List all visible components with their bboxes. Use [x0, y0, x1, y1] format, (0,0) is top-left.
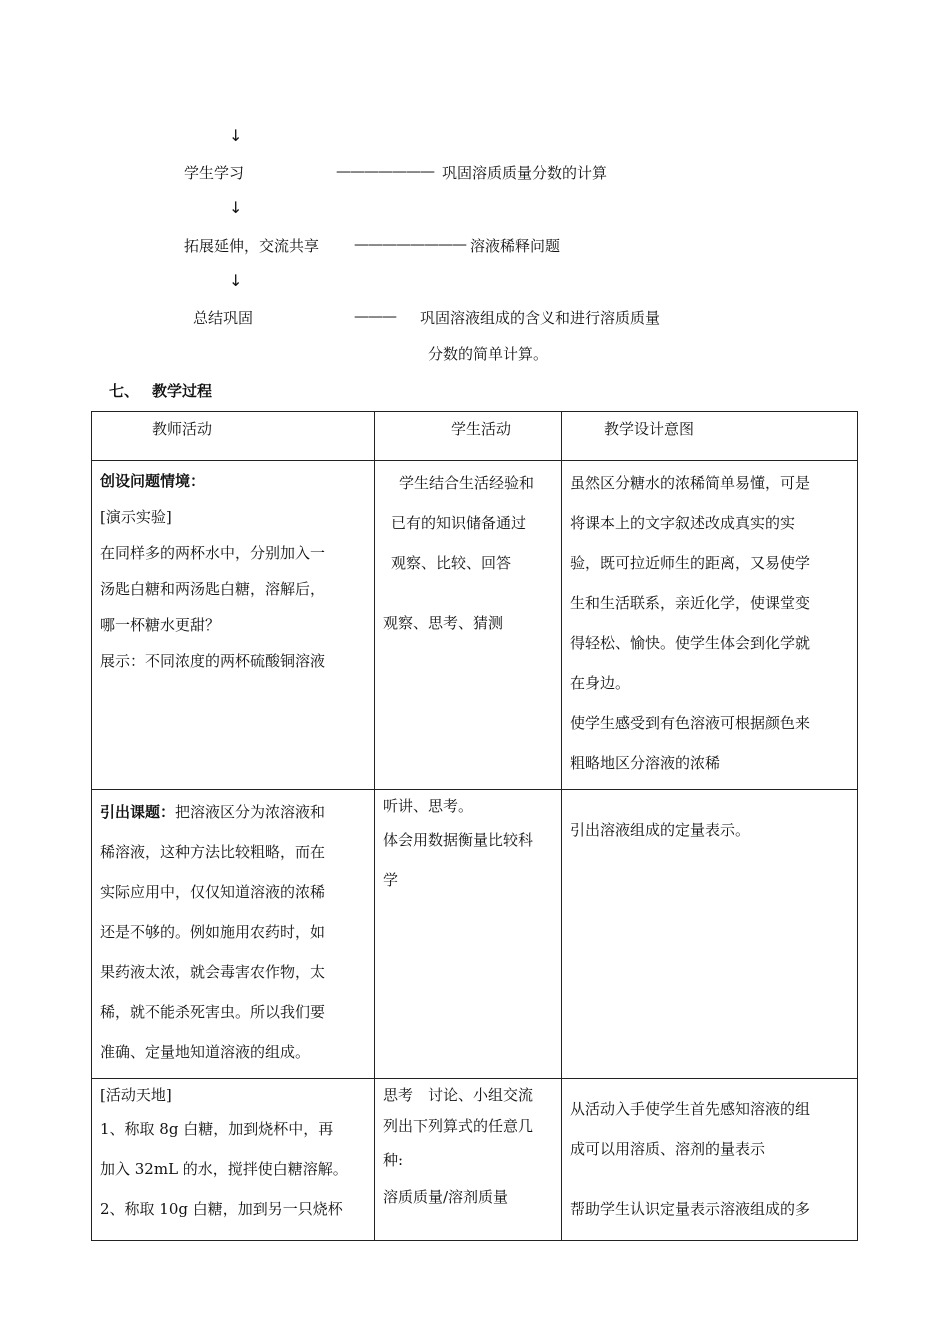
- flow-dash: ———: [354, 307, 396, 325]
- flow-arrow: ↓: [229, 198, 243, 217]
- text-line: 实际应用中，仅仅知道溶液的浓稀: [100, 883, 326, 901]
- activity-heading: [活动天地]: [100, 1086, 172, 1104]
- text-line: 果药液太浓，就会毒害农作物，太: [100, 963, 326, 981]
- text-line: 思考 讨论、小组交流: [383, 1086, 534, 1104]
- flow-step-label: 学生学习: [184, 164, 245, 182]
- section-title: 教学过程: [152, 382, 213, 400]
- table-row: [92, 1079, 858, 1241]
- student-activity-cell: [375, 790, 561, 906]
- teacher-activity-cell: [92, 461, 374, 685]
- text-line: 在同样多的两杯水中，分别加入一: [100, 544, 326, 562]
- design-intent-cell: [562, 461, 857, 789]
- flow-step-label: 总结巩固: [193, 309, 254, 327]
- text-line: 听讲、思考。: [383, 797, 474, 815]
- text-line: 验，既可拉近师生的距离，又易使学: [570, 554, 811, 572]
- teacher-activity-cell: [92, 1079, 374, 1235]
- text-fragment: 把溶液区分为浓溶液和: [175, 803, 326, 821]
- text-line: 稀，就不能杀死害虫。所以我们要: [100, 1003, 326, 1021]
- text-line: [演示实验]: [100, 508, 172, 526]
- text-line: 使学生感受到有色溶液可根据颜色来: [570, 714, 811, 732]
- design-intent-cell: [562, 790, 857, 856]
- text-line: 观察、比较、回答: [391, 554, 512, 572]
- activity-heading: 引出课题：: [100, 803, 176, 821]
- text-line: 汤匙白糖和两汤匙白糖，溶解后，: [100, 580, 326, 598]
- flow-dash: ————————: [354, 235, 466, 253]
- table-row: [92, 790, 858, 1079]
- text-line: 体会用数据衡量比较科: [383, 831, 534, 849]
- text-line: 从活动入手使学生首先感知溶液的组: [570, 1100, 811, 1118]
- activity-heading: 创设问题情境：: [100, 472, 206, 490]
- table-row: [92, 461, 858, 790]
- flow-arrow: ↓: [229, 126, 243, 145]
- flow-step-desc: 巩固溶质质量分数的计算: [442, 164, 608, 182]
- flow-step-label: 拓展延伸，交流共享: [184, 237, 320, 255]
- flow-step-desc: 巩固溶液组成的含义和进行溶质质量: [420, 309, 661, 327]
- text-line: [570, 1169, 851, 1189]
- text-line: [100, 792, 368, 832]
- text-line: 稀溶液，这种方法比较粗略，而在: [100, 843, 326, 861]
- header-student: 学生活动: [451, 420, 512, 438]
- student-activity-cell: [375, 461, 561, 649]
- flow-step-desc-continuation: 分数的简单计算。: [428, 345, 549, 363]
- flow-step-desc: 溶液稀释问题: [470, 237, 561, 255]
- text-line: 在身边。: [570, 674, 631, 692]
- text-line: 准确、定量地知道溶液的组成。: [100, 1043, 311, 1061]
- text-line: 帮助学生认识定量表示溶液组成的多: [570, 1200, 811, 1218]
- text-line: 1、称取 8g 白糖，加到烧杯中，再: [100, 1120, 334, 1138]
- teacher-activity-cell: [92, 790, 374, 1078]
- text-line: 观察、思考、猜测: [383, 614, 504, 632]
- student-activity-cell: [375, 1079, 561, 1223]
- text-line: 已有的知识储备通过: [391, 514, 527, 532]
- text-line: 粗略地区分溶液的浓稀: [570, 754, 721, 772]
- text-line: 生和生活联系，亲近化学，使课堂变: [570, 594, 811, 612]
- flow-arrow: ↓: [229, 271, 243, 290]
- text-line: 得轻松、愉快。使学生体会到化学就: [570, 634, 811, 652]
- teaching-process-table: [91, 411, 858, 1241]
- header-teacher: 教师活动: [152, 420, 213, 438]
- text-line: 学生结合生活经验和: [399, 474, 535, 492]
- header-intent: 教学设计意图: [604, 420, 695, 438]
- flow-dash: ———————: [336, 162, 434, 180]
- text-line: 还是不够的。例如施用农药时，如: [100, 923, 326, 941]
- text-line: 引出溶液组成的定量表示。: [570, 821, 751, 839]
- text-line: 哪一杯糖水更甜？: [100, 616, 221, 634]
- text-line: 加入 32mL 的水，搅拌使白糖溶解。: [100, 1160, 348, 1178]
- table-header-row: [92, 412, 858, 461]
- text-line: 溶质质量/溶剂质量: [383, 1188, 509, 1206]
- text-line: 学: [383, 871, 399, 889]
- text-line: 将课本上的文字叙述改成真实的实: [570, 514, 796, 532]
- text-line: 虽然区分糖水的浓稀简单易懂，可是: [570, 474, 811, 492]
- text-line: 种:: [383, 1151, 404, 1169]
- text-line: 2、称取 10g 白糖，加到另一只烧杯: [100, 1200, 343, 1218]
- text-line: 列出下列算式的任意几: [383, 1117, 534, 1135]
- section-number: 七、: [109, 382, 140, 400]
- text-line: 展示：不同浓度的两杯硫酸铜溶液: [100, 652, 326, 670]
- design-intent-cell: [562, 1079, 857, 1235]
- text-line: 成可以用溶质、溶剂的量表示: [570, 1140, 766, 1158]
